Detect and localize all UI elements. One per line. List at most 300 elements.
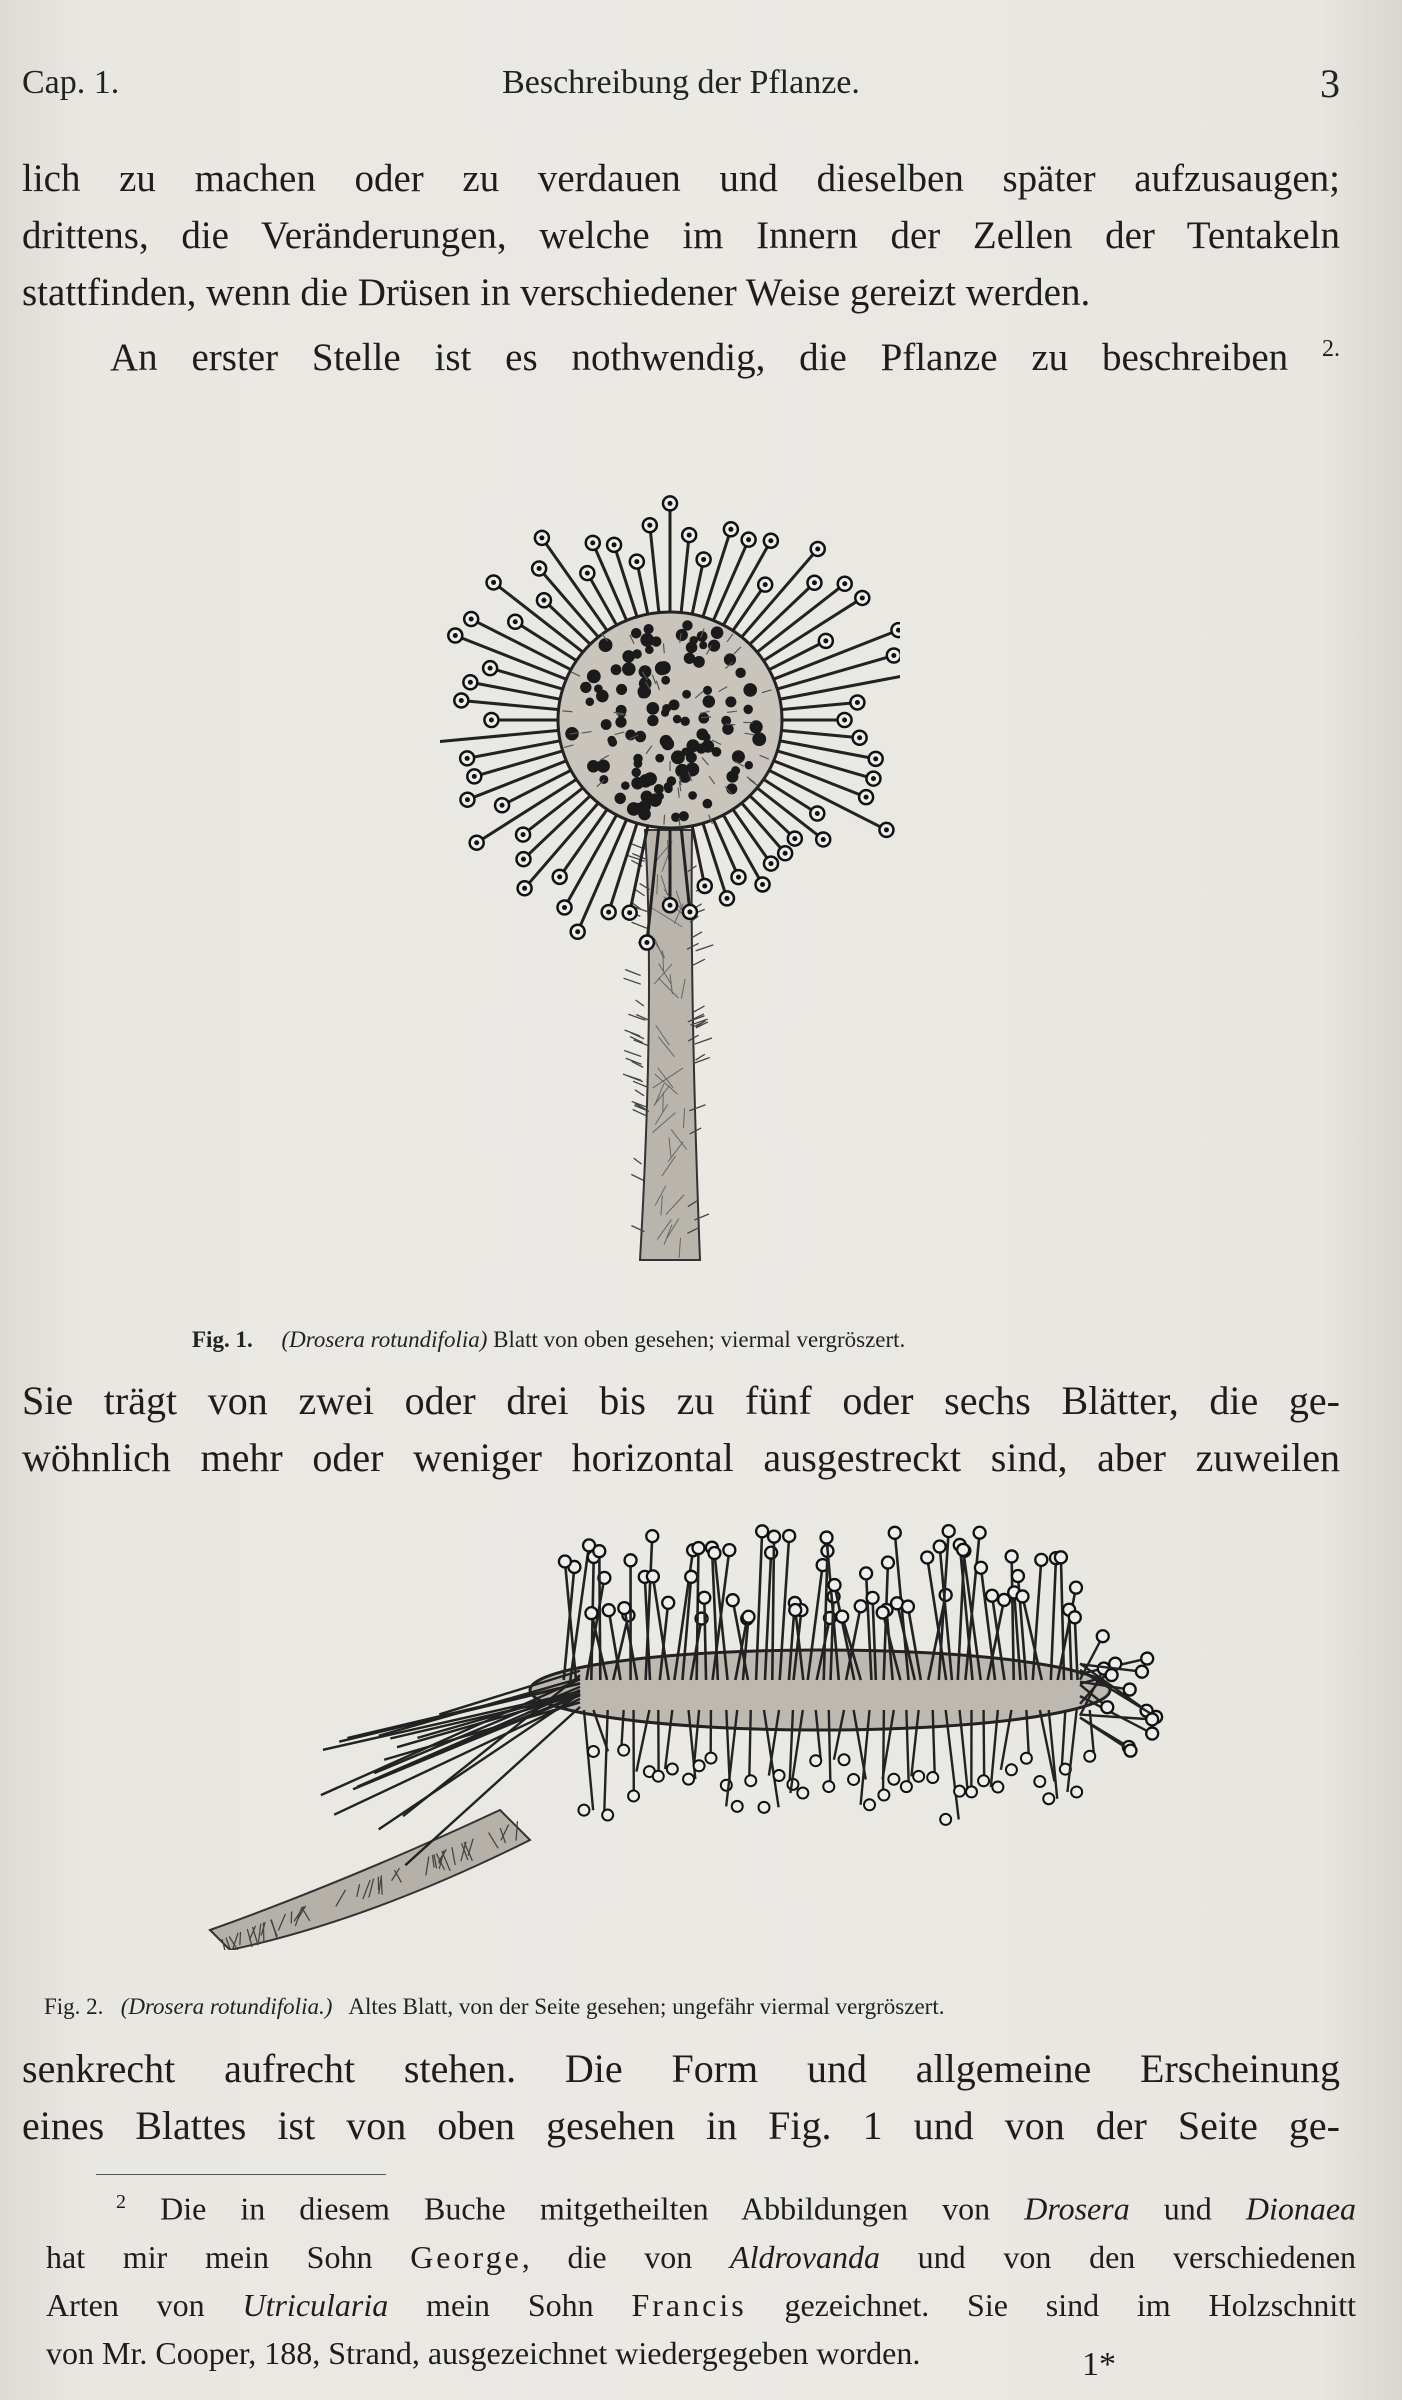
footnote-text: George — [410, 2238, 522, 2275]
paragraph-leaves — [22, 1372, 1340, 1486]
tentacle-gland — [603, 1604, 615, 1616]
petiole-hair — [625, 970, 640, 976]
disc-gland — [679, 811, 689, 821]
gland-center — [541, 598, 546, 603]
gland-center — [842, 718, 847, 723]
footnote-text: Die in diesem Buche mitgetheilten Abbildungen von — [160, 2190, 1025, 2227]
tentacle-gland — [708, 1547, 720, 1559]
tentacle-gland — [1136, 1666, 1148, 1678]
disc-gland — [708, 640, 720, 652]
gland-center — [590, 540, 595, 545]
tentacle-gland — [1106, 1669, 1118, 1681]
figure-1-description: Blatt von oben gesehen; viermal vergröszert. — [493, 1327, 906, 1352]
tentacle-gland — [625, 1554, 637, 1566]
gland-center — [612, 542, 617, 547]
gland-center — [488, 666, 493, 671]
disc-gland — [712, 747, 722, 757]
footnote-text: Utricularia — [242, 2286, 389, 2323]
disc-gland — [622, 662, 636, 676]
gland-center — [736, 875, 741, 880]
footnote-text: Aldrovanda — [730, 2238, 880, 2275]
tentacle-gland — [1071, 1786, 1082, 1797]
text-line: wöhnlich mehr oder weniger horizontal ausgestreckt sind, aber zuweilen — [22, 1435, 1340, 1480]
gland-center — [537, 566, 542, 571]
tentacle-gland — [1055, 1551, 1067, 1563]
disc-gland — [682, 620, 692, 630]
gland-center — [871, 776, 876, 781]
tentacle-gland — [694, 1760, 705, 1771]
footnote — [46, 2178, 1356, 2377]
footnote-text: mein Sohn — [388, 2286, 632, 2323]
gland-center — [465, 797, 470, 802]
petiole-hair — [633, 1081, 648, 1087]
tentacle-gland — [588, 1746, 599, 1757]
petiole-hair — [623, 1074, 641, 1080]
tentacle-gland — [860, 1567, 872, 1579]
footnote-text: Drosera — [1024, 2190, 1130, 2227]
running-header — [22, 60, 1340, 110]
tentacle-gland — [559, 1556, 571, 1568]
tentacle-gland — [692, 1542, 704, 1554]
tentacle-gland — [978, 1775, 989, 1786]
gland-center — [728, 527, 733, 532]
tentacle-gland — [618, 1602, 630, 1614]
tentacle-gland — [975, 1562, 987, 1574]
figure-1-caption — [192, 1327, 905, 1353]
tentacle-gland — [1084, 1751, 1095, 1762]
petiole-hair — [635, 1090, 644, 1096]
tentacle-gland — [992, 1782, 1003, 1793]
tentacle-gland — [966, 1786, 977, 1797]
gland-center — [465, 756, 470, 761]
tentacle-gland — [653, 1771, 664, 1782]
petiole-hair — [624, 978, 641, 984]
tentacle — [1090, 1710, 1094, 1756]
gland-center — [891, 653, 896, 658]
tentacle-gland — [723, 1544, 735, 1556]
tentacle-gland — [810, 1755, 821, 1766]
disc-gland — [673, 715, 682, 724]
gland-center — [668, 501, 673, 506]
tentacle-gland — [855, 1600, 867, 1612]
tentacle-gland — [628, 1790, 639, 1801]
disc-gland — [656, 792, 664, 800]
disc-gland — [655, 754, 664, 763]
disc-gland — [732, 750, 745, 763]
gland-center — [821, 837, 826, 842]
footnote-line — [46, 2281, 1356, 2329]
tentacle-gland — [836, 1611, 848, 1623]
tentacle-gland — [756, 1525, 768, 1537]
petiole-hair — [636, 1000, 644, 1006]
text-line: drittens, die Veränderungen, welche im Innern der Zellen der Tentakeln — [22, 214, 1340, 257]
gland-center — [647, 523, 652, 528]
gland-center — [489, 718, 494, 723]
figure-1-illustration — [440, 400, 900, 1280]
tentacle-gland — [1034, 1776, 1045, 1787]
tentacle-gland — [867, 1592, 879, 1604]
tentacle-gland — [585, 1607, 597, 1619]
text-line — [22, 321, 1340, 386]
tentacle — [829, 1710, 831, 1787]
tentacle — [697, 1548, 699, 1680]
tentacle — [384, 1702, 580, 1759]
tentacle-gland — [1124, 1684, 1136, 1696]
gland-center — [521, 857, 526, 862]
tentacle-gland — [821, 1532, 833, 1544]
gland-center — [864, 795, 869, 800]
disc-gland — [587, 669, 601, 683]
disc-gland — [688, 791, 697, 800]
disc-gland — [587, 760, 600, 773]
footnote-text: gezeichnet. Sie sind im Holzschnitt — [746, 2286, 1357, 2323]
tentacle — [984, 1710, 985, 1781]
petiole-hair — [634, 1040, 649, 1046]
gland-center — [500, 803, 505, 808]
figure-2-label: Fig. 2. — [44, 1994, 104, 2019]
footnote-text: und von den verschiedenen — [879, 2238, 1357, 2275]
petiole-hair — [694, 1006, 705, 1012]
tentacle-gland — [745, 1775, 756, 1786]
tentacle-gland — [1035, 1554, 1047, 1566]
tentacle-gland — [1069, 1611, 1081, 1623]
tentacle-gland — [943, 1525, 955, 1537]
disc-gland — [634, 759, 643, 768]
tentacle-gland — [768, 1531, 780, 1543]
petiole-hair — [631, 922, 646, 928]
tentacle — [1058, 1588, 1076, 1680]
footnote-line — [46, 2178, 1356, 2233]
gland-center — [513, 619, 518, 624]
tentacle-gland — [1006, 1550, 1018, 1562]
gland-center — [792, 836, 797, 841]
tentacle-gland — [901, 1781, 912, 1792]
disc-gland — [639, 774, 652, 787]
disc-gland — [667, 776, 677, 786]
gland-center — [585, 571, 590, 576]
disc-gland — [681, 748, 689, 756]
tentacle-gland — [864, 1799, 875, 1810]
disc-gland — [681, 717, 690, 726]
tentacle-gland — [839, 1754, 850, 1765]
tentacle — [1051, 1558, 1056, 1680]
tentacle-gland — [902, 1601, 914, 1613]
tentacle-gland — [829, 1579, 841, 1591]
disc-gland — [601, 719, 612, 730]
disc-gland — [632, 649, 641, 658]
footnote-text: und — [1129, 2190, 1246, 2227]
tentacle-gland — [647, 1570, 659, 1582]
gland-center — [521, 832, 526, 837]
tentacle-gland — [667, 1763, 678, 1774]
petiole-hair — [696, 945, 714, 951]
disc-gland — [676, 629, 688, 641]
disc-gland — [645, 645, 654, 654]
gland-center — [860, 595, 865, 600]
gland-center — [459, 698, 464, 703]
disc-gland — [586, 697, 595, 706]
text-line: Sie trägt von zwei oder drei bis zu fünf oder sechs Blätter, die ge- — [22, 1378, 1340, 1423]
petiole-hatch — [663, 1092, 664, 1112]
tentacle — [1080, 1718, 1130, 1751]
tentacle-gland — [1097, 1630, 1109, 1642]
text-line: stattfinden, wenn die Drüsen in verschiedener Weise gereizt werden. — [22, 271, 1091, 314]
chapter-label: Cap. 1. — [22, 64, 120, 101]
gland-center — [884, 827, 889, 832]
disc-gland — [596, 690, 609, 703]
gland-center — [768, 538, 773, 543]
tentacle — [584, 1710, 593, 1810]
disc-hatch — [563, 711, 573, 712]
figure-1-species: (Drosera rotundifolia) — [281, 1327, 488, 1352]
disc-hatch — [663, 643, 664, 653]
gland-center — [522, 886, 527, 891]
disc-gland — [735, 668, 745, 678]
disc-gland — [698, 713, 709, 724]
disc-gland — [580, 682, 591, 693]
disc-gland — [644, 624, 654, 634]
petiole-hair — [634, 1158, 642, 1164]
disc-hatch — [725, 724, 735, 725]
disc-gland — [600, 639, 612, 651]
gland-center — [687, 909, 692, 914]
disc-gland — [608, 738, 617, 747]
tentacle-gland — [683, 1774, 694, 1785]
disc-gland — [655, 661, 669, 675]
tentacle-gland — [913, 1771, 924, 1782]
tentacle-gland — [618, 1745, 629, 1756]
gland-center — [701, 557, 706, 562]
tentacle-gland — [685, 1571, 697, 1583]
tentacle-gland — [602, 1810, 613, 1821]
gland-center — [855, 700, 860, 705]
gland-center — [746, 537, 751, 542]
tentacle-gland — [1141, 1653, 1153, 1665]
tentacle-gland — [727, 1594, 739, 1606]
text-line: senkrecht aufrecht stehen. Die Form und allgemeine Erscheinung — [22, 2046, 1340, 2091]
footnote-text: Dionaea — [1245, 2190, 1357, 2227]
tentacle-gland — [797, 1788, 808, 1799]
tentacle — [704, 1598, 706, 1680]
gland-center — [724, 896, 729, 901]
disc-gland — [616, 684, 627, 695]
tentacle — [604, 1710, 607, 1815]
figure-1-label: Fig. 1. — [192, 1327, 253, 1352]
tentacle — [334, 1699, 580, 1815]
disc-gland — [660, 735, 673, 748]
disc-gland — [703, 686, 712, 695]
tentacle — [883, 1710, 884, 1795]
paragraph-form — [22, 2040, 1340, 2154]
gland-center — [491, 580, 496, 585]
disc-gland — [638, 690, 646, 698]
gland-center — [815, 546, 820, 551]
gland-center — [823, 638, 828, 643]
disc-gland — [699, 641, 707, 649]
tentacle-gland — [705, 1753, 716, 1764]
tentacle-gland — [765, 1547, 777, 1559]
text-line: lich zu machen oder zu verdauen und dieselben später aufzusaugen; — [22, 157, 1340, 200]
gland-center — [702, 883, 707, 888]
footnote-text: Francis — [631, 2286, 747, 2323]
petiole-hair — [240, 1932, 241, 1945]
gland-center — [634, 559, 639, 564]
footnote-line — [46, 2233, 1356, 2281]
tentacle-gland — [774, 1770, 785, 1781]
footnote-reference: 2. — [1322, 336, 1340, 362]
gland-center — [668, 903, 673, 908]
intro-text: An erster Stelle ist es nothwendig, die Pflanze zu beschreiben — [110, 336, 1289, 379]
petiole-hair — [631, 1174, 643, 1180]
tentacle-gland — [934, 1541, 946, 1553]
tentacle-gland — [921, 1551, 933, 1563]
disc-gland — [725, 696, 736, 707]
tentacle — [749, 1710, 751, 1781]
gland-center — [687, 533, 692, 538]
disc-gland — [646, 702, 659, 715]
disc-gland — [745, 761, 753, 769]
gland-center — [760, 882, 765, 887]
gland-center — [606, 910, 611, 915]
gland-center — [627, 910, 632, 915]
tentacle-gland — [974, 1527, 986, 1539]
petiole-hair — [692, 932, 702, 938]
tentacle-gland — [848, 1774, 859, 1785]
tentacle-gland — [878, 1790, 889, 1801]
footnote-text: hat mir mein Sohn — [46, 2238, 411, 2275]
disc-gland — [702, 799, 712, 809]
tentacle-gland — [1101, 1701, 1113, 1713]
petiole-hair — [633, 1110, 646, 1116]
text-line: eines Blattes ist von oben gesehen in Fig. 1 und von der Seite ge- — [22, 2103, 1340, 2148]
petiole-hair — [624, 1051, 641, 1057]
tentacle-gland — [1021, 1753, 1032, 1764]
gland-center — [815, 811, 820, 816]
tentacle-gland — [732, 1801, 743, 1812]
figure-2-species: (Drosera rotundifolia.) — [120, 1994, 333, 2019]
gland-center — [763, 582, 768, 587]
running-title: Beschreibung der Pflanze. — [502, 64, 860, 101]
figure-2-caption — [44, 1994, 944, 2020]
footnote-mark: 2 — [116, 2191, 126, 2213]
tentacle — [772, 1537, 774, 1680]
gland-center — [474, 840, 479, 845]
disc-gland — [641, 791, 653, 803]
disc-gland — [726, 771, 738, 783]
tentacle — [1062, 1710, 1066, 1769]
leaf-disc — [558, 612, 782, 828]
tentacle-gland — [646, 1530, 658, 1542]
disc-gland — [696, 743, 706, 753]
petiole-hair — [626, 1058, 642, 1064]
tentacle-gland — [882, 1557, 894, 1569]
disc-gland — [693, 656, 705, 668]
gland-center — [842, 581, 847, 586]
disc-gland — [621, 781, 630, 790]
tentacle-gland — [889, 1527, 901, 1539]
tentacle-gland — [954, 1786, 965, 1797]
tentacle-gland — [986, 1590, 998, 1602]
gland-center — [453, 633, 458, 638]
page-number: 3 — [1320, 61, 1340, 106]
tentacle — [1067, 1710, 1076, 1792]
tentacle-gland — [888, 1774, 899, 1785]
disc-gland — [631, 628, 641, 638]
disc-gland — [669, 699, 680, 710]
disc-gland — [682, 690, 691, 699]
tentacle-gland — [789, 1604, 801, 1616]
tentacle-gland — [743, 1611, 755, 1623]
disc-gland — [611, 664, 622, 675]
disc-gland — [675, 764, 689, 778]
gland-center — [783, 851, 788, 856]
tentacle-gland — [1146, 1713, 1158, 1725]
tentacle-gland — [783, 1530, 795, 1542]
disc-gland — [696, 728, 708, 740]
gland-center — [539, 535, 544, 540]
footnote-text: Arten von — [46, 2286, 243, 2323]
disc-gland — [661, 676, 670, 685]
gland-center — [557, 874, 562, 879]
tentacle-gland — [593, 1545, 605, 1557]
signature-mark: 1* — [1082, 2346, 1116, 2383]
tentacle-gland — [940, 1814, 951, 1825]
gland-center — [575, 929, 580, 934]
tentacle-gland — [1012, 1570, 1024, 1582]
tentacle-gland — [823, 1781, 834, 1792]
gland-center — [768, 861, 773, 866]
gland-center — [469, 617, 474, 622]
tentacle-gland — [877, 1607, 889, 1619]
petiole-hair — [695, 1038, 712, 1044]
tentacle-gland — [957, 1544, 969, 1556]
footnote-line — [46, 2329, 1356, 2377]
footnote-rule — [96, 2174, 386, 2175]
disc-gland — [638, 808, 651, 821]
footnote-text: von Mr. Cooper, 188, Strand, ausgezeichnet wiedergegeben worden. — [46, 2334, 921, 2371]
tentacle — [761, 655, 894, 693]
disc-hatch — [701, 717, 711, 718]
tentacle-gland — [1017, 1590, 1029, 1602]
tentacle-gland — [662, 1597, 674, 1609]
petiole-hair — [636, 890, 645, 896]
gland-center — [857, 735, 862, 740]
disc-gland — [711, 626, 724, 639]
tentacle — [374, 1687, 580, 1773]
disc-gland — [689, 636, 698, 645]
tentacle-gland — [1006, 1764, 1017, 1775]
tentacle-gland — [1070, 1582, 1082, 1594]
disc-gland — [615, 717, 626, 728]
disc-gland — [631, 768, 640, 777]
disc-gland — [703, 695, 716, 708]
gland-center — [562, 905, 567, 910]
disc-gland — [647, 715, 658, 726]
tentacle — [599, 1551, 600, 1680]
disc-gland — [615, 793, 626, 804]
petiole-hair — [693, 959, 705, 965]
gland-center — [812, 580, 817, 585]
gland-center — [873, 756, 878, 761]
disc-hatch — [664, 815, 665, 825]
gland-center — [472, 774, 477, 779]
disc-gland — [743, 683, 757, 697]
paragraph-continuation — [22, 150, 1340, 321]
tentacle-gland — [1146, 1728, 1158, 1740]
tentacle-gland — [927, 1772, 938, 1783]
figure-2-illustration — [200, 1520, 1200, 1950]
footnote-text: , die von — [521, 2238, 731, 2275]
